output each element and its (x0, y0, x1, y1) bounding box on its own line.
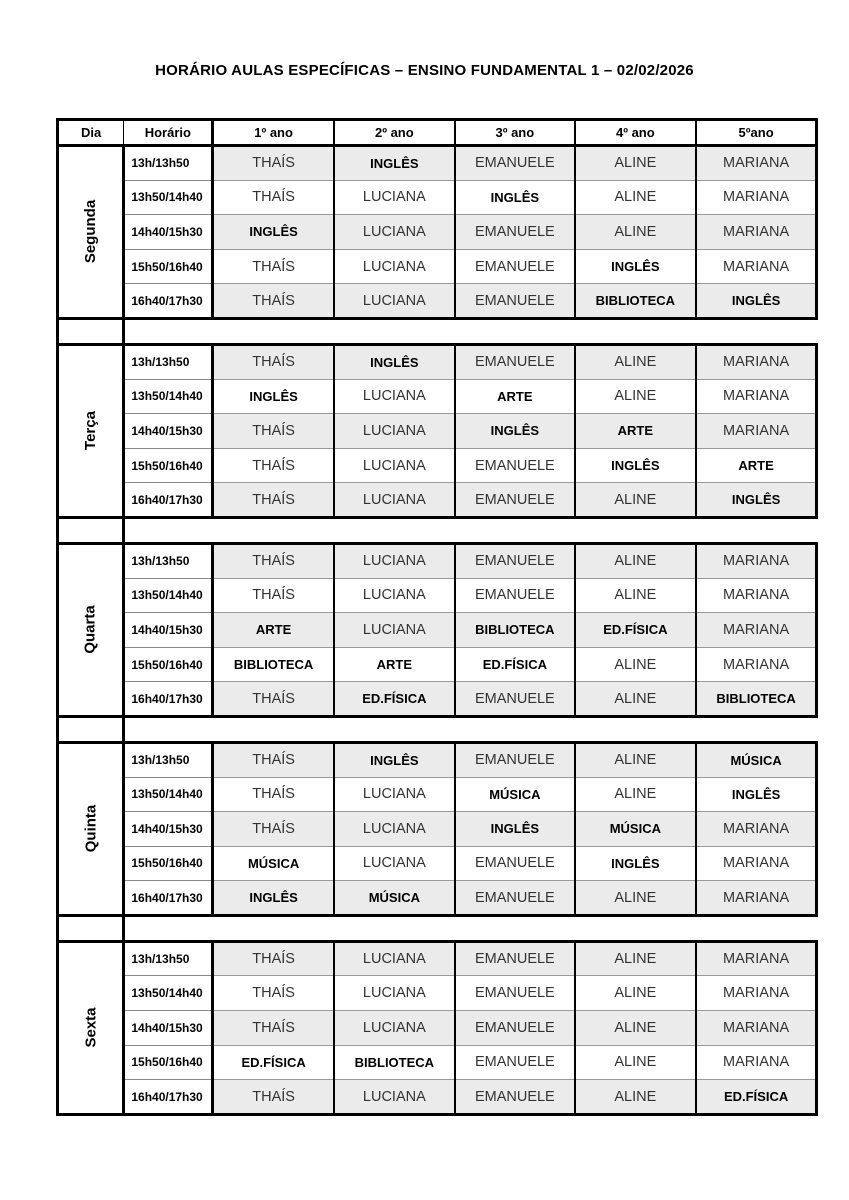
class-cell: EMANUELE (455, 742, 575, 777)
class-cell: MARIANA (696, 1011, 817, 1046)
time-slot: 13h50/14h40 (124, 180, 213, 215)
separator-cell (58, 716, 124, 742)
table-row (58, 777, 817, 812)
time-slot: 14h40/15h30 (124, 613, 213, 648)
class-cell: THAÍS (213, 448, 334, 483)
class-cell: INGLÊS (455, 414, 575, 449)
separator-space (124, 915, 817, 941)
time-slot: 14h40/15h30 (124, 812, 213, 847)
time-slot: 13h/13h50 (124, 146, 213, 181)
day-separator (58, 716, 817, 742)
class-cell: EMANUELE (455, 881, 575, 916)
class-cell: ALINE (575, 344, 696, 379)
class-cell: THAÍS (213, 543, 334, 578)
class-cell: MARIANA (696, 812, 817, 847)
class-cell: THAÍS (213, 249, 334, 284)
class-cell: ALINE (575, 146, 696, 181)
class-cell: THAÍS (213, 414, 334, 449)
time-slot: 13h50/14h40 (124, 379, 213, 414)
class-cell: THAÍS (213, 284, 334, 319)
class-cell: LUCIANA (334, 448, 455, 483)
header-day: Dia (58, 120, 124, 146)
header-time: Horário (124, 120, 213, 146)
class-cell: ED.FÍSICA (213, 1045, 334, 1080)
class-cell: INGLÊS (696, 284, 817, 319)
class-cell: ARTE (213, 613, 334, 648)
table-row (58, 846, 817, 881)
class-cell: INGLÊS (334, 742, 455, 777)
table-row (58, 284, 817, 319)
table-row (58, 613, 817, 648)
table-row (58, 146, 817, 181)
class-cell: LUCIANA (334, 941, 455, 976)
table-row (58, 543, 817, 578)
class-cell: ALINE (575, 976, 696, 1011)
time-slot: 15h50/16h40 (124, 647, 213, 682)
class-cell: MARIANA (696, 180, 817, 215)
class-cell: EMANUELE (455, 284, 575, 319)
class-cell: EMANUELE (455, 146, 575, 181)
time-slot: 16h40/17h30 (124, 881, 213, 916)
class-cell: MARIANA (696, 344, 817, 379)
header-grade-5: 5ºano (696, 120, 817, 146)
class-cell: MARIANA (696, 613, 817, 648)
class-cell: INGLÊS (334, 344, 455, 379)
time-slot: 15h50/16h40 (124, 846, 213, 881)
class-cell: THAÍS (213, 180, 334, 215)
separator-space (124, 318, 817, 344)
table-row (58, 215, 817, 250)
class-cell: THAÍS (213, 1080, 334, 1115)
class-cell: ED.FÍSICA (455, 647, 575, 682)
class-cell: BIBLIOTECA (575, 284, 696, 319)
time-slot: 15h50/16h40 (124, 448, 213, 483)
day-label-cell (58, 344, 124, 517)
separator-space (124, 716, 817, 742)
class-cell: ARTE (334, 647, 455, 682)
time-slot: 15h50/16h40 (124, 249, 213, 284)
class-cell: MÚSICA (213, 846, 334, 881)
table-row (58, 249, 817, 284)
table-row (58, 1011, 817, 1046)
class-cell: MÚSICA (455, 777, 575, 812)
day-label: Segunda (82, 199, 100, 264)
class-cell: MARIANA (696, 543, 817, 578)
class-cell: LUCIANA (334, 284, 455, 319)
class-cell: THAÍS (213, 483, 334, 518)
class-cell: INGLÊS (455, 812, 575, 847)
separator-space (124, 517, 817, 543)
class-cell: LUCIANA (334, 846, 455, 881)
class-cell: LUCIANA (334, 414, 455, 449)
time-slot: 14h40/15h30 (124, 215, 213, 250)
class-cell: EMANUELE (455, 215, 575, 250)
class-cell: ED.FÍSICA (334, 682, 455, 717)
class-cell: THAÍS (213, 682, 334, 717)
class-cell: ED.FÍSICA (696, 1080, 817, 1115)
class-cell: MÚSICA (575, 812, 696, 847)
class-cell: MARIANA (696, 249, 817, 284)
time-slot: 13h/13h50 (124, 344, 213, 379)
day-label-cell (58, 742, 124, 915)
table-row (58, 414, 817, 449)
table-row (58, 578, 817, 613)
separator-cell (58, 318, 124, 344)
time-slot: 13h/13h50 (124, 742, 213, 777)
class-cell: LUCIANA (334, 613, 455, 648)
table-row (58, 448, 817, 483)
class-cell: ARTE (455, 379, 575, 414)
class-cell: ALINE (575, 742, 696, 777)
class-cell: ALINE (575, 578, 696, 613)
class-cell: LUCIANA (334, 379, 455, 414)
day-label-cell (58, 543, 124, 716)
class-cell: INGLÊS (575, 249, 696, 284)
class-cell: MARIANA (696, 146, 817, 181)
class-cell: EMANUELE (455, 1011, 575, 1046)
class-cell: INGLÊS (334, 146, 455, 181)
class-cell: LUCIANA (334, 483, 455, 518)
class-cell: ARTE (696, 448, 817, 483)
time-slot: 16h40/17h30 (124, 483, 213, 518)
class-cell: LUCIANA (334, 1080, 455, 1115)
class-cell: THAÍS (213, 777, 334, 812)
table-row (58, 344, 817, 379)
class-cell: MARIANA (696, 941, 817, 976)
table-row (58, 379, 817, 414)
class-cell: LUCIANA (334, 578, 455, 613)
class-cell: EMANUELE (455, 344, 575, 379)
class-cell: ALINE (575, 215, 696, 250)
time-slot: 13h/13h50 (124, 941, 213, 976)
class-cell: MARIANA (696, 379, 817, 414)
class-cell: BIBLIOTECA (696, 682, 817, 717)
class-cell: MARIANA (696, 846, 817, 881)
class-cell: LUCIANA (334, 215, 455, 250)
time-slot: 13h50/14h40 (124, 777, 213, 812)
time-slot: 16h40/17h30 (124, 1080, 213, 1115)
table-row (58, 941, 817, 976)
header-grade-4: 4º ano (575, 120, 696, 146)
table-row (58, 1045, 817, 1080)
class-cell: LUCIANA (334, 976, 455, 1011)
day-separator (58, 915, 817, 941)
day-label: Sexta (82, 1007, 100, 1048)
class-cell: INGLÊS (575, 448, 696, 483)
class-cell: ARTE (575, 414, 696, 449)
day-separator (58, 517, 817, 543)
class-cell: INGLÊS (696, 777, 817, 812)
table-row (58, 881, 817, 916)
class-cell: EMANUELE (455, 941, 575, 976)
page-title: HORÁRIO AULAS ESPECÍFICAS – ENSINO FUNDAMENTAL 1 – 02/02/2026 (155, 62, 694, 79)
class-cell: THAÍS (213, 812, 334, 847)
class-cell: INGLÊS (213, 379, 334, 414)
time-slot: 13h50/14h40 (124, 578, 213, 613)
class-cell: BIBLIOTECA (455, 613, 575, 648)
class-cell: MARIANA (696, 578, 817, 613)
class-cell: MARIANA (696, 414, 817, 449)
time-slot: 15h50/16h40 (124, 1045, 213, 1080)
day-label: Quarta (82, 605, 100, 654)
class-cell: ALINE (575, 777, 696, 812)
class-cell: THAÍS (213, 1011, 334, 1046)
class-cell: ALINE (575, 1080, 696, 1115)
time-slot: 14h40/15h30 (124, 1011, 213, 1046)
table-row (58, 647, 817, 682)
schedule-table (56, 118, 818, 1116)
class-cell: EMANUELE (455, 578, 575, 613)
class-cell: MÚSICA (334, 881, 455, 916)
header-grade-3: 3º ano (455, 120, 575, 146)
day-separator (58, 318, 817, 344)
class-cell: EMANUELE (455, 448, 575, 483)
class-cell: LUCIANA (334, 777, 455, 812)
class-cell: INGLÊS (575, 846, 696, 881)
class-cell: INGLÊS (213, 215, 334, 250)
class-cell: MARIANA (696, 647, 817, 682)
class-cell: ALINE (575, 647, 696, 682)
time-slot: 16h40/17h30 (124, 284, 213, 319)
day-label: Terça (82, 410, 100, 450)
class-cell: EMANUELE (455, 1045, 575, 1080)
class-cell: ALINE (575, 1011, 696, 1046)
class-cell: ALINE (575, 881, 696, 916)
class-cell: THAÍS (213, 578, 334, 613)
class-cell: EMANUELE (455, 249, 575, 284)
table-row (58, 682, 817, 717)
separator-cell (58, 915, 124, 941)
class-cell: LUCIANA (334, 1011, 455, 1046)
class-cell: LUCIANA (334, 249, 455, 284)
time-slot: 16h40/17h30 (124, 682, 213, 717)
class-cell: EMANUELE (455, 682, 575, 717)
class-cell: INGLÊS (455, 180, 575, 215)
class-cell: EMANUELE (455, 483, 575, 518)
table-row (58, 483, 817, 518)
class-cell: MARIANA (696, 1045, 817, 1080)
separator-cell (58, 517, 124, 543)
class-cell: ALINE (575, 180, 696, 215)
class-cell: THAÍS (213, 146, 334, 181)
table-row (58, 812, 817, 847)
class-cell: LUCIANA (334, 543, 455, 578)
class-cell: THAÍS (213, 742, 334, 777)
class-cell: EMANUELE (455, 1080, 575, 1115)
class-cell: EMANUELE (455, 543, 575, 578)
class-cell: MÚSICA (696, 742, 817, 777)
header-grade-2: 2º ano (334, 120, 455, 146)
day-label-cell (58, 941, 124, 1114)
class-cell: THAÍS (213, 976, 334, 1011)
class-cell: ALINE (575, 379, 696, 414)
header-row (58, 120, 817, 146)
time-slot: 13h50/14h40 (124, 976, 213, 1011)
class-cell: EMANUELE (455, 976, 575, 1011)
time-slot: 14h40/15h30 (124, 414, 213, 449)
schedule-body (58, 146, 817, 1115)
class-cell: THAÍS (213, 941, 334, 976)
class-cell: EMANUELE (455, 846, 575, 881)
class-cell: LUCIANA (334, 812, 455, 847)
class-cell: ALINE (575, 941, 696, 976)
table-row (58, 180, 817, 215)
class-cell: MARIANA (696, 881, 817, 916)
day-label: Quinta (82, 804, 100, 853)
class-cell: ED.FÍSICA (575, 613, 696, 648)
table-row (58, 976, 817, 1011)
class-cell: INGLÊS (213, 881, 334, 916)
class-cell: BIBLIOTECA (334, 1045, 455, 1080)
class-cell: THAÍS (213, 344, 334, 379)
class-cell: INGLÊS (696, 483, 817, 518)
day-label-cell (58, 146, 124, 319)
class-cell: LUCIANA (334, 180, 455, 215)
table-row (58, 1080, 817, 1115)
class-cell: MARIANA (696, 976, 817, 1011)
class-cell: MARIANA (696, 215, 817, 250)
header-grade-1: 1º ano (213, 120, 334, 146)
table-row (58, 742, 817, 777)
class-cell: ALINE (575, 1045, 696, 1080)
class-cell: ALINE (575, 483, 696, 518)
class-cell: BIBLIOTECA (213, 647, 334, 682)
class-cell: ALINE (575, 682, 696, 717)
class-cell: ALINE (575, 543, 696, 578)
time-slot: 13h/13h50 (124, 543, 213, 578)
